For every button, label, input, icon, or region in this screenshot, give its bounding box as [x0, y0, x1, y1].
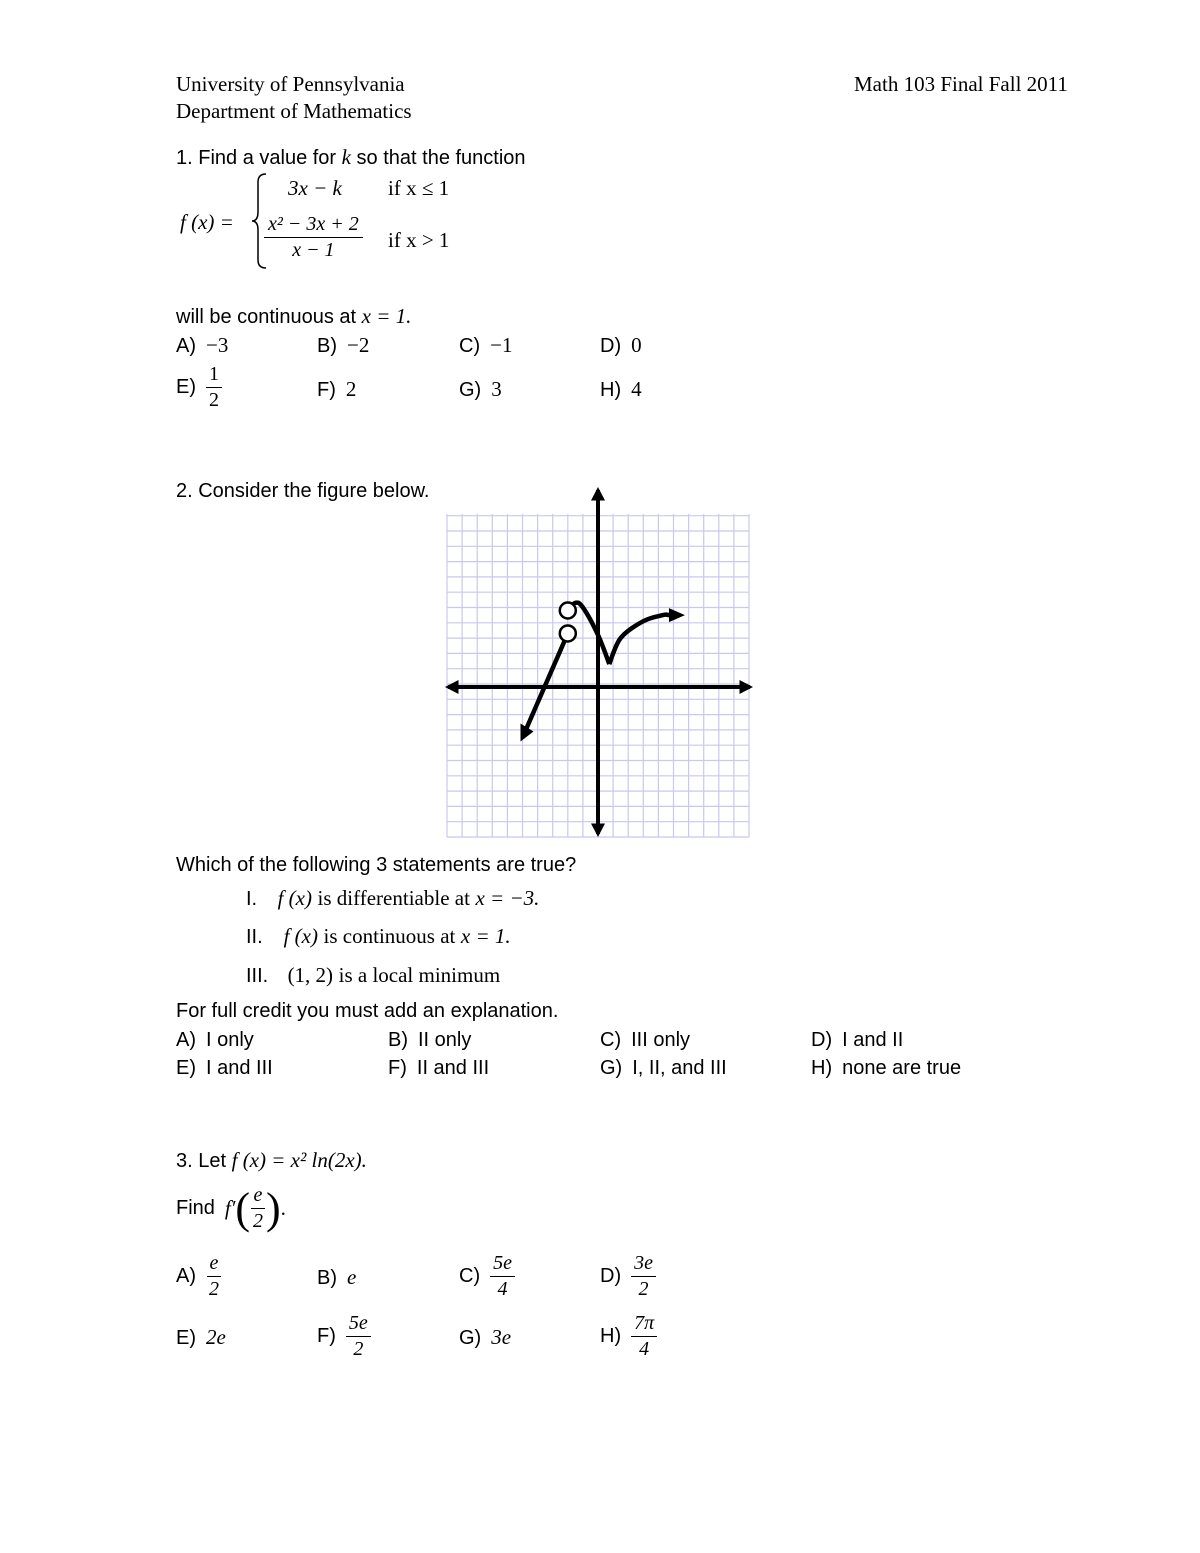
q3-choice-a[interactable]: A) $\frac{e}{2}$ [176, 1251, 222, 1302]
q3-choice-f[interactable]: F) $\frac{5e}{2}$ [317, 1311, 371, 1362]
y-axis-arrow-down [591, 824, 605, 838]
q2-choice-f[interactable]: F) II and III [388, 1057, 490, 1079]
q1-choice-a[interactable]: A) −3 [176, 333, 229, 357]
q1-continuity-text: will be continuous at x = 1. [176, 304, 412, 328]
exam-title: Math 103 Final Fall 2011 [854, 72, 1068, 96]
q2-prompt: 2. Consider the figure below. [176, 480, 430, 502]
piece2-fraction: $\frac{\text{x² − 3x + 2}}{x - 1}$ [264, 212, 363, 263]
q3-choice-b[interactable]: B) e [317, 1265, 357, 1289]
graph-axes [445, 487, 753, 837]
q1-prompt: 1. Find a value for k so that the function [176, 145, 526, 169]
x-axis-arrow-right [740, 680, 754, 694]
piece1-expression: 3x − k [288, 176, 342, 200]
q2-explanation-note: For full credit you must add an explanation. [176, 1000, 559, 1022]
q3-choice-d[interactable]: D) $\frac{3e}{2}$ [600, 1251, 656, 1302]
piece1-condition: if x ≤ 1 [388, 176, 450, 200]
q3-choice-c[interactable]: C) $\frac{5e}{4}$ [459, 1251, 515, 1302]
q1-choice-f[interactable]: F) 2 [317, 377, 357, 401]
department-name: Department of Mathematics [176, 99, 412, 123]
q1-choice-d[interactable]: D) 0 [600, 333, 642, 357]
curve-right-curve [609, 615, 669, 664]
q2-choice-g[interactable]: G) I, II, and III [600, 1057, 727, 1079]
q2-choice-d[interactable]: D) I and II [811, 1029, 904, 1051]
piece2-condition: if x > 1 [388, 228, 450, 252]
q3-choice-h[interactable]: H) $\frac{7\pi}{4}$ [600, 1311, 657, 1362]
q1-choice-h[interactable]: H) 4 [600, 377, 642, 401]
y-axis-arrow-up [591, 487, 605, 501]
open-point-2 [560, 625, 576, 641]
curve-arrow-right [669, 608, 685, 622]
q2-choice-a[interactable]: A) I only [176, 1029, 254, 1051]
q1-choice-e[interactable]: E) $\frac{1}{2}$ [176, 362, 222, 413]
q3-find: Find f′ ( $\frac{e}{2}$ ) . [176, 1183, 286, 1233]
q2-choice-e[interactable]: E) I and III [176, 1057, 273, 1079]
q1-choice-g[interactable]: G) 3 [459, 377, 502, 401]
q3-choice-g[interactable]: G) 3e [459, 1325, 512, 1349]
q1-choice-b[interactable]: B) −2 [317, 333, 370, 357]
statement-1: I. f (x) is differentiable at x = −3. [246, 886, 540, 910]
q2-choice-c[interactable]: C) III only [600, 1029, 691, 1051]
graph-curves [521, 603, 685, 742]
statement-3: III. (1, 2) is a local minimum [246, 963, 501, 987]
university-name: University of Pennsylvania [176, 72, 405, 96]
open-point-1 [560, 603, 576, 619]
q2-question: Which of the following 3 statements are true? [176, 854, 577, 876]
q3-prompt: 3. Let f (x) = x² ln(2x). [176, 1148, 367, 1172]
q1-function-lhs: f (x) = [180, 210, 234, 234]
q3-choice-e[interactable]: E) 2e [176, 1325, 226, 1349]
q1-choice-c[interactable]: C) −1 [459, 333, 513, 357]
q2-choice-b[interactable]: B) II only [388, 1029, 472, 1051]
statement-2: II. f (x) is continuous at x = 1. [246, 924, 511, 948]
q2-choice-h[interactable]: H) none are true [811, 1057, 962, 1079]
function-graph [440, 484, 758, 840]
